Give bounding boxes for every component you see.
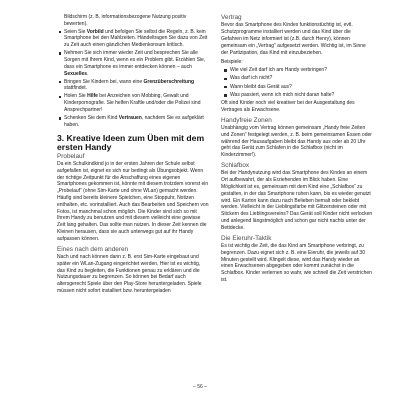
left-column	[57, 14, 209, 295]
examples-list	[221, 67, 373, 98]
list-item: Nehmen Sie sich immer wieder Zeit und besprechen Sie alle Sorgen mit Ihrem Kind, wenn es ein Problem gibt. Erzählen Sie, dass ein Smartphone es immer entdecken können – auch Sexuelles.	[57, 50, 209, 77]
section-heading-handyfreie-zonen: Handyfreie Zonen	[221, 116, 272, 124]
section-text-eines-nach-dem-anderen: Nach und nach können dann z. B. erst Sim-Karte eingebaut und später ein WLan-Zugang eingerichtet werden. Hier ist es wichtig, das Kind zu begleiten, die Funktionen genau zu erklären und die Nutzungsdauer zu begrenzen. So können bei Bedarf auch altersgerecht Spiele über den Play-Store heruntergeladen. Spiele müssen nicht sofort installiert bzw. heruntergeladen	[57, 254, 202, 295]
chapter-title: 3. Kreative Ideen zum Üben mit dem ersten Handy	[57, 132, 205, 153]
page-number: – 56 –	[193, 384, 207, 390]
section-text-vertrag-after: Oft sind Kinder noch viel kreativer bei der Ausgestaltung des Vertrages als Erwachsene.	[221, 99, 355, 113]
section-text-schlafbox: Bei der Handynutzung wird das Smartphone des Kindes an einem Ort aufbewahrt, der als Erziehenden im Blick haben. Eine Möglichkeit ist es, gemeinsam mit dem Kind eine „Schlafbox“ zu gestalten, in der das Smartphone ruhen kann, bis es wieder genutzt wird. Ein Karton kann dazu nach Belieben bemalt oder beklebt werden. Vielleicht in der Lieblingsfarbe mit Glitzersteinen oder mit Stickern des Lieblingsvereins? Das Gerät soll Kinder nicht verlocken und anlegend längstmöglich und schon gar nicht nachts unter der Bettdecke.	[221, 170, 373, 231]
list-item: Seien Sie Vorbild und befolgen Sie selbst die Regeln, z. B. kein Smartphone bei den Mahlzeiten. Händeltragen Sie dazu von Zeit zu Zeit auch einen gänzlichen Medienkonsum kritisch.	[57, 29, 209, 49]
right-column	[221, 14, 373, 284]
section-heading-eieruhr-taktik: Die Eieruhr-Taktik	[221, 234, 272, 242]
intro-text: Bildschirm (z. B. informationsbezogene Nutzung positiv bewerten).	[64, 14, 187, 27]
tips-list	[57, 29, 209, 129]
section-text-handyfreie-zonen: Unabhängig vom Vertrag können gemeinsam „Handy freie Zeiten und Zonen“ festgelegt werden, z. B. beim gemeinsamen Essen oder während der Hausaufgaben bleibt das Handy aus oder ab 20 Uhr geht das Gerät zum Schlafen in die Schlafbox (nicht im Kinderzimmer!).	[221, 124, 372, 159]
list-item: Bringen Sie Kindern bei, wann eine Grenzüberschreitung stattfindet.	[57, 79, 209, 93]
examples-label: Beispiele:	[221, 59, 243, 66]
section-text-probelauf: Da ein Schulkindkind jo in der ersten Jahren der Schule selbst aufgefallen ist, eignet es sich nur bedingt als Übungsobjekt. Wenn der richtige Zeitpunkt für die Anschaffung eines eigenen Smartphones gekommen ist, könnte mit diesem trotzdem vorerst ein „Probelauf“ (ohne Sim-Karte und ohne WLan) gemacht werden. Häufig sind bereits kleinere Spielchen, eine Stoppuhr, Notizen enthalten, etc. vorinstalliert. Auch das Bearbeiten und Speichern von Fotos, ist manchmal schon möglich. Die Kinder sind sich so mit Ihrem Handy zu benutzen und mit diesem vielleicht eine gewisse Zeit lang gehalten. Das sollte man nutzen. In dieser Zeit kennen die Kleinen herausen, dass sie auch unterwegs gut auf ihr Handy aufpassen können.	[57, 161, 209, 242]
section-heading-vertrag: Vertrag	[221, 14, 242, 21]
section-text-eieruhr-taktik: Es ist wichtig die Zeit, die das Kind am Smartphone verbringt, zu begrenzen. Dazu eignet sich z. B. eine Eieruhr, die jeweils auf 30 Minuten gestellt wird. Klingelt diese, wird das Handy wieder an einen Erwachsenen abgegeben oder kommt zunächst in die Schlafbox. Kinder verlernen so wahr, wie schnell die Zeit verstrichen ist.	[221, 242, 372, 283]
section-heading-eines-nach-dem-anderen: Eines nach dem anderen	[57, 245, 129, 253]
list-item: Holen Sie Hilfe bei Anzeichen von Mobbing, Gewalt und Kinderpornografie. Sie helfen Kraftle und/oder die Polizei sind Ansprechpartner!	[57, 93, 209, 113]
section-heading-probelauf: Probelauf	[57, 152, 85, 160]
list-item: Was passiert, wenn ich mich nicht daran halte?	[221, 92, 373, 99]
list-item: Schenken Sie dem Kind Vertrauen, nachdem Sie es aufgeklärt haben.	[57, 115, 209, 129]
section-heading-schlafbox: Schlafbox	[221, 161, 250, 169]
list-item: Wann bleibt das Gerät aus?	[221, 84, 373, 91]
list-item: Wie viel Zeit darf ich am Handy verbringen?	[221, 67, 373, 74]
list-item: Was darf ich nicht?	[221, 75, 373, 82]
section-text-vertrag: Bevor das Smartphone des Kindes funktionstüchtig ist, evtl. Schutzprogramme installiert werden und das Kind über die Gefahren im Netz informiert ist (z.B. durch Henry), können gemeinsam ein „Vertrag“ aufgesetzt werden. Wichtig ist, im Sinne der Partizipation, das Kind mit einzubeziehen.	[221, 22, 366, 56]
